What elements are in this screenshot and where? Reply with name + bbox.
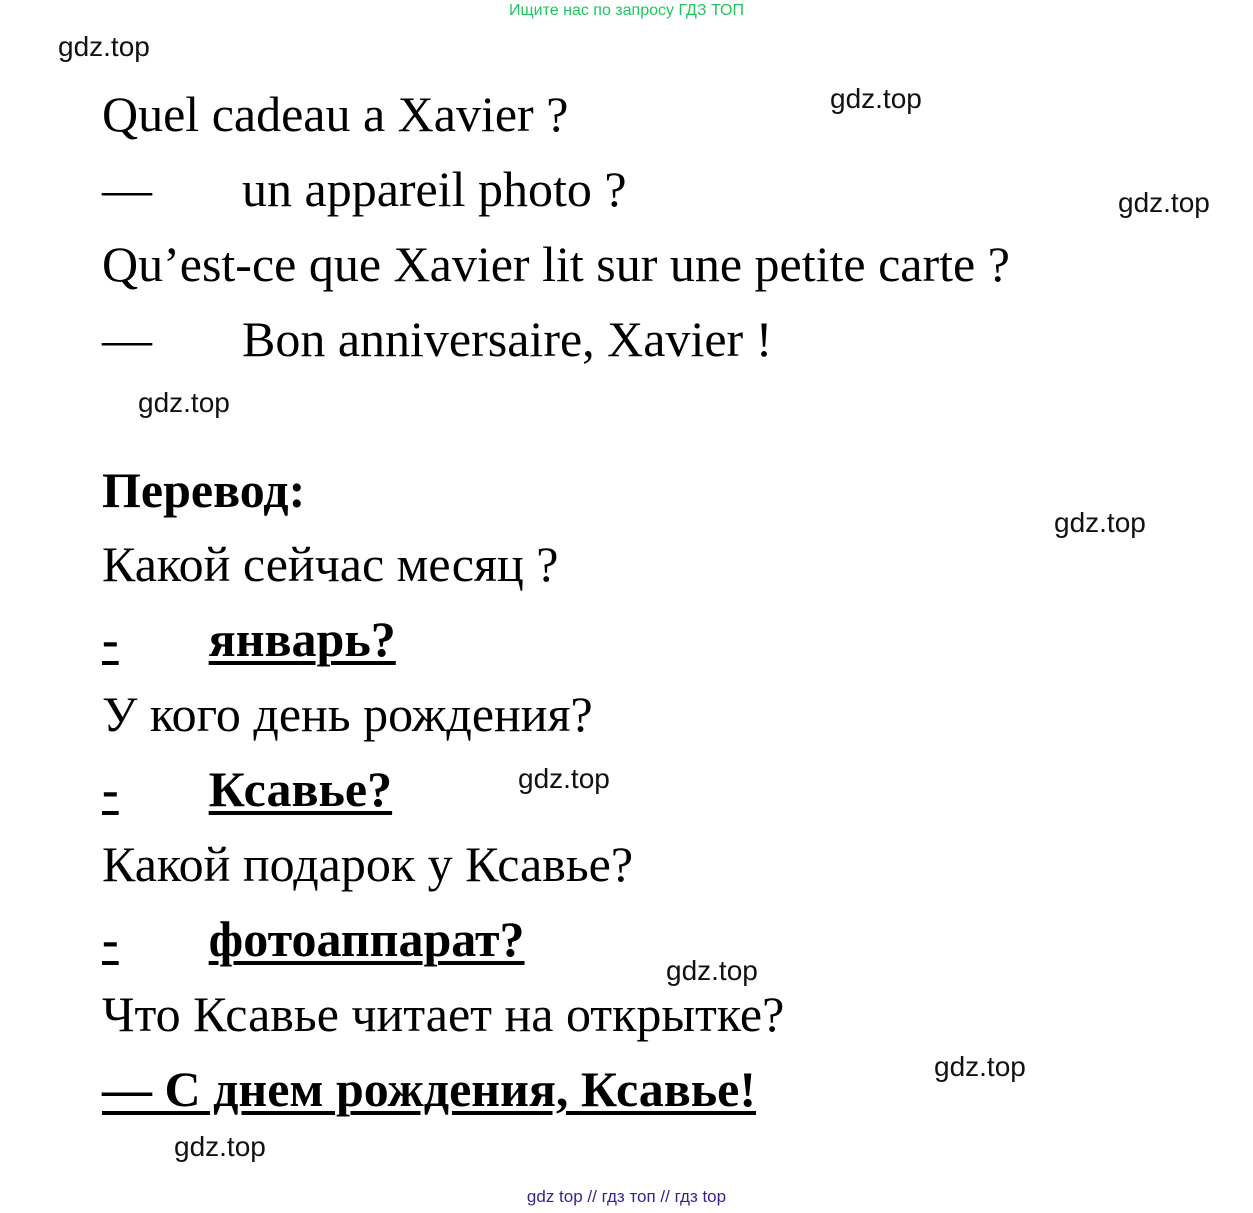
french-question-1: Quel cadeau a Xavier ? <box>102 86 569 142</box>
watermark: gdz.top <box>58 31 150 62</box>
watermark: gdz.top <box>174 1131 266 1162</box>
answer-text: фотоаппарат? <box>208 911 525 967</box>
watermark: gdz.top <box>518 763 610 794</box>
watermark: gdz.top <box>138 387 230 418</box>
answer-text: январь? <box>208 611 396 667</box>
translation-answer-2 <box>102 761 392 817</box>
answer-text: Ксавье? <box>208 761 393 817</box>
watermark: gdz.top <box>1118 187 1210 218</box>
translation-heading: Перевод: <box>102 462 306 518</box>
dash: - <box>102 911 119 967</box>
watermark: gdz.top <box>830 83 922 114</box>
french-answer-1 <box>102 161 627 217</box>
translation-question-1: Какой сейчас месяц ? <box>102 536 559 592</box>
answer-text: Bon anniversaire, Xavier ! <box>242 311 773 367</box>
translation-question-4: Что Ксавье читает на открытке? <box>102 986 785 1042</box>
french-question-2: Qu’est-ce que Xavier lit sur une petite carte ? <box>102 236 1010 292</box>
dash: - <box>102 761 119 817</box>
translation-answer-3 <box>102 911 525 967</box>
translation-answer-1 <box>102 611 396 667</box>
dash: — <box>102 311 152 367</box>
watermark: gdz.top <box>1054 507 1146 538</box>
translation-question-2: У кого день рождения? <box>102 686 593 742</box>
dash: — <box>102 161 152 217</box>
watermark: gdz.top <box>666 955 758 986</box>
footer-links[interactable]: gdz top // гдз топ // гдз top <box>526 1187 727 1206</box>
dash: - <box>102 611 119 667</box>
french-answer-2 <box>102 311 772 367</box>
search-hint-banner: Ищите нас по запросу ГДЗ ТОП <box>509 2 744 19</box>
answer-text: un appareil photo ? <box>242 161 627 217</box>
translation-question-3: Какой подарок у Ксавье? <box>102 836 634 892</box>
watermark: gdz.top <box>934 1051 1026 1082</box>
translation-answer-4: — С днем рождения, Ксавье! <box>102 1061 757 1117</box>
